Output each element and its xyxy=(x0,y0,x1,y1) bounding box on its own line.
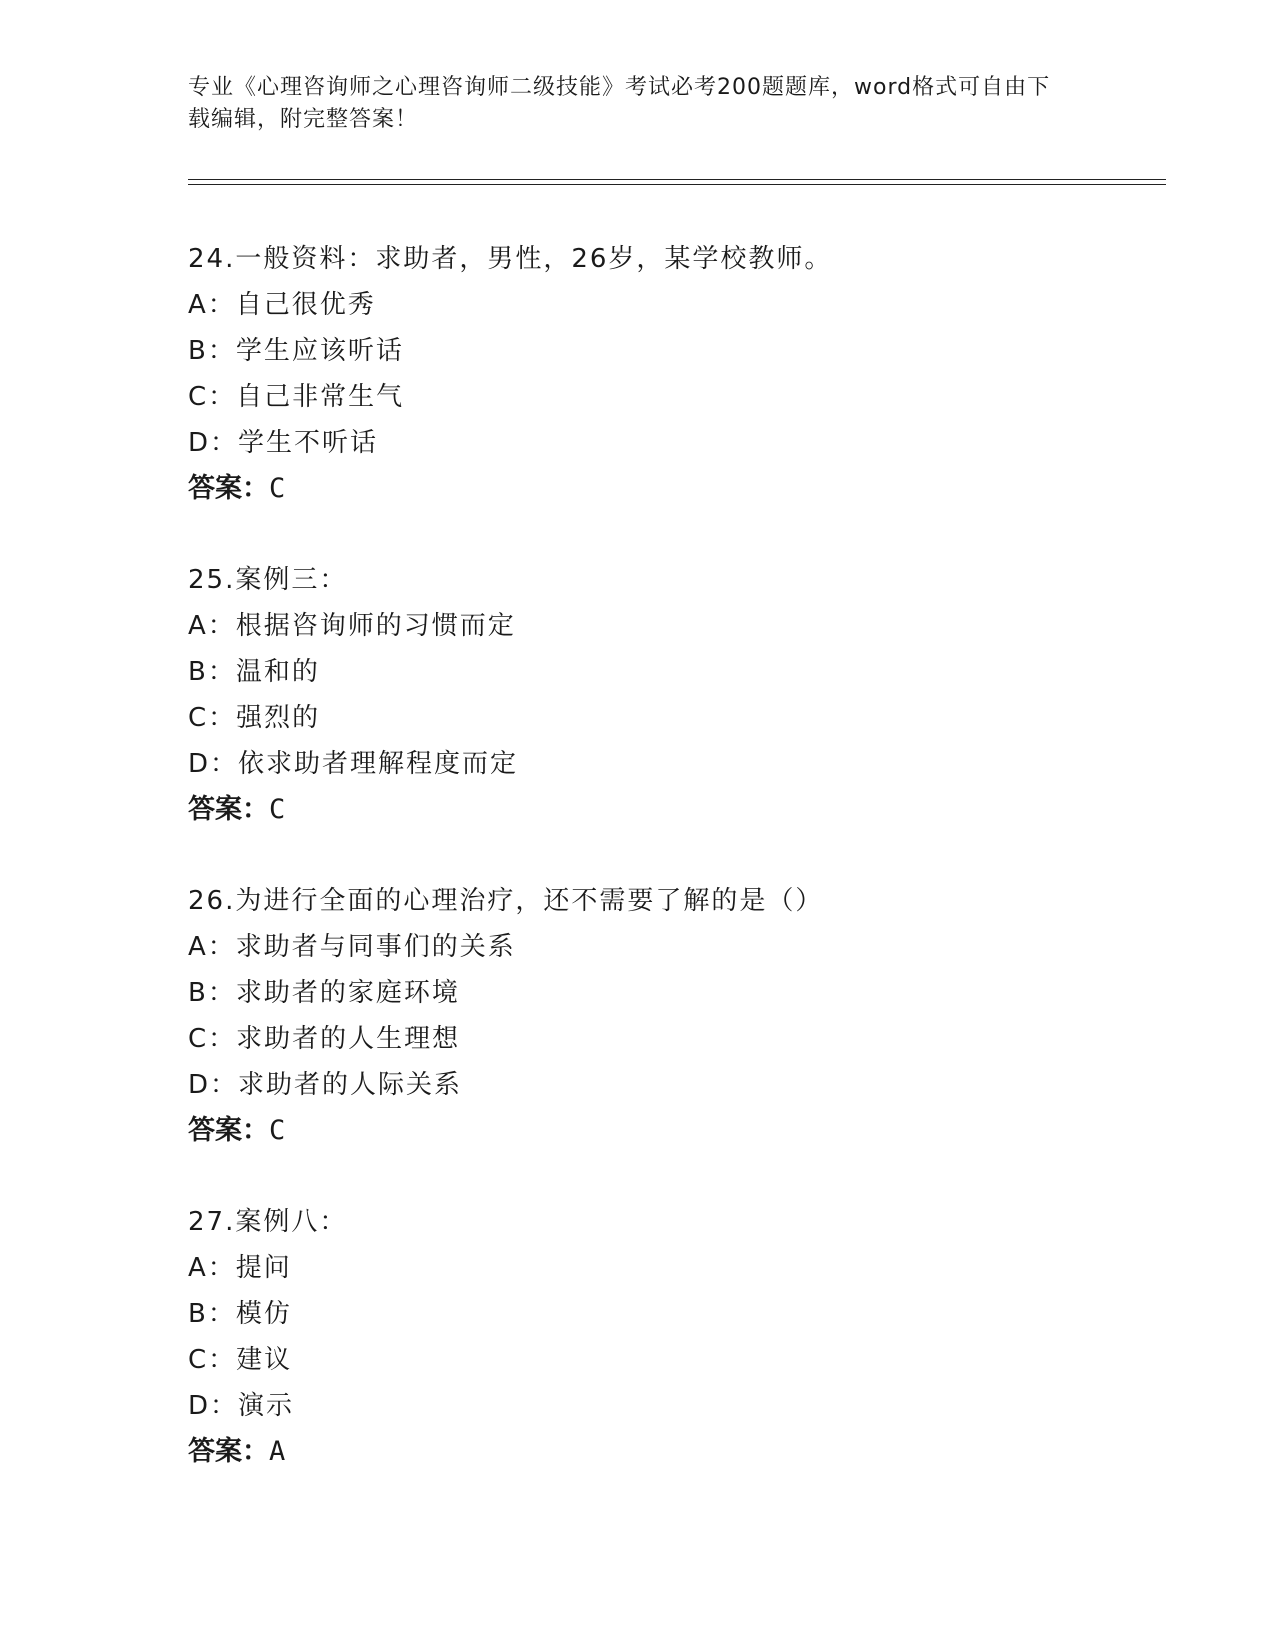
header-divider-bottom xyxy=(188,184,1166,185)
answer-line xyxy=(188,787,1168,833)
option-b: B：学生应该听话 xyxy=(188,336,404,366)
question-stem: 25.案例三： xyxy=(188,565,348,595)
answer-label: 答案： xyxy=(188,1436,269,1467)
document-header: 专业《心理咨询师之心理咨询师二级技能》考试必考200题题库，word格式可自由下载编辑，附完整答案！ xyxy=(188,75,1051,132)
answer-value: C xyxy=(269,1115,286,1146)
question-26 xyxy=(188,878,1168,1154)
option-c: C：强烈的 xyxy=(188,703,321,733)
option-a: A：求助者与同事们的关系 xyxy=(188,932,516,962)
option-d: D：学生不听话 xyxy=(188,428,379,458)
header-divider-top xyxy=(188,179,1166,180)
answer-line xyxy=(188,466,1168,512)
question-25 xyxy=(188,557,1168,833)
answer-label: 答案： xyxy=(188,473,269,504)
answer-value: C xyxy=(269,794,286,825)
answer-line xyxy=(188,1429,1168,1475)
question-24 xyxy=(188,236,1168,512)
option-c: C：求助者的人生理想 xyxy=(188,1024,461,1054)
option-a: A：提问 xyxy=(188,1253,292,1283)
option-c: C：自己非常生气 xyxy=(188,382,405,412)
answer-line xyxy=(188,1108,1168,1154)
question-stem: 27.案例八： xyxy=(188,1207,348,1237)
option-c: C：建议 xyxy=(188,1345,293,1375)
option-a: A：根据咨询师的习惯而定 xyxy=(188,611,516,641)
option-b: B：温和的 xyxy=(188,657,320,687)
option-d: D：求助者的人际关系 xyxy=(188,1070,463,1100)
answer-value: A xyxy=(269,1436,286,1467)
answer-label: 答案： xyxy=(188,794,269,825)
question-27 xyxy=(188,1199,1168,1475)
question-stem: 26.为进行全面的心理治疗，还不需要了解的是（） xyxy=(188,886,824,916)
question-stem: 24.一般资料：求助者，男性，26岁，某学校教师。 xyxy=(188,244,833,274)
answer-value: C xyxy=(269,473,286,504)
option-b: B：模仿 xyxy=(188,1299,292,1329)
answer-label: 答案： xyxy=(188,1115,269,1146)
option-d: D：依求助者理解程度而定 xyxy=(188,749,519,779)
option-b: B：求助者的家庭环境 xyxy=(188,978,460,1008)
option-a: A：自己很优秀 xyxy=(188,290,376,320)
option-d: D：演示 xyxy=(188,1391,295,1421)
